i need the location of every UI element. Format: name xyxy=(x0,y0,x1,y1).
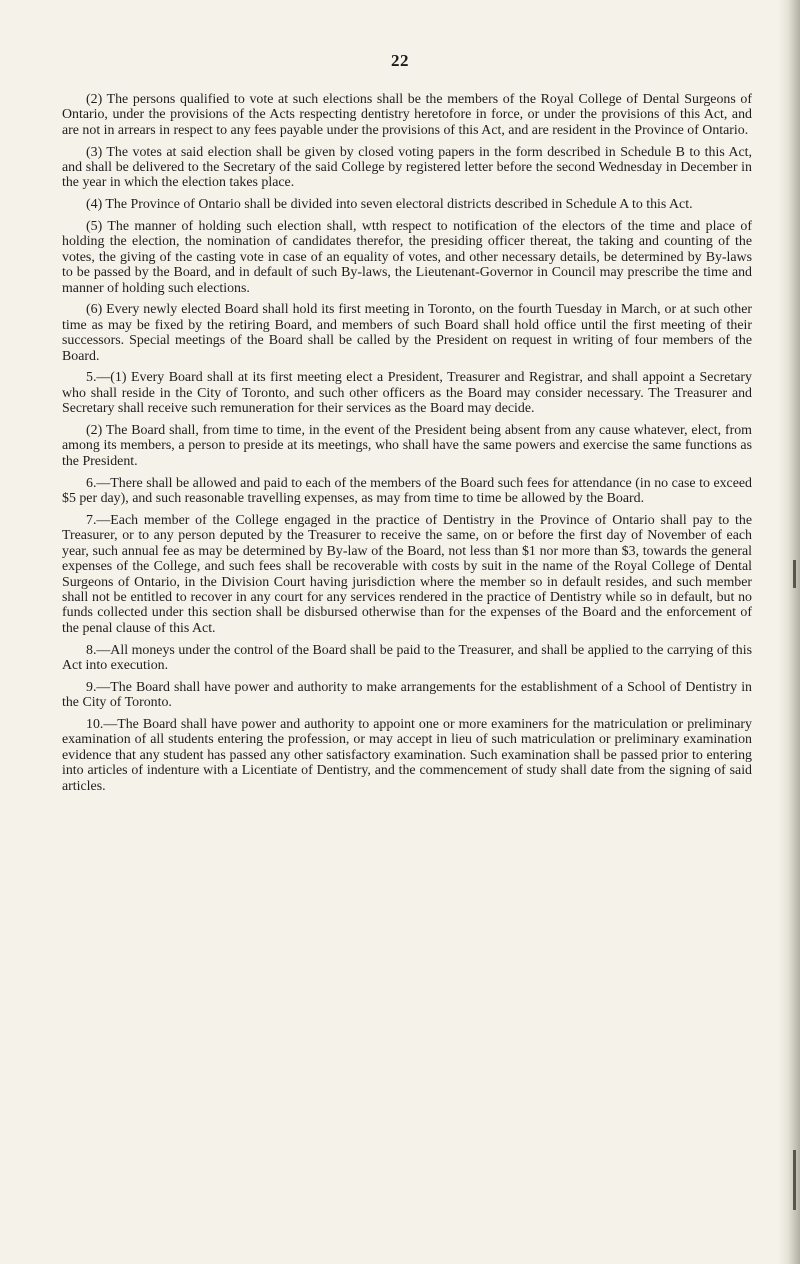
section-5-2-presiding-member: (2) The Board shall, from time to time, in the event of the President being absent from any cause whatever, elect, from among its members, a person to preside at its meetings, who shall have the same powers and exercise the same functions as the President. xyxy=(62,423,752,469)
edge-mark xyxy=(793,1150,796,1210)
section-9-school-of-dentistry: 9.—The Board shall have power and authority to make arrangements for the establishment of a School of Dentistry in the City of Toronto. xyxy=(62,679,752,711)
page-number: 22 xyxy=(391,51,409,70)
section-7-annual-fee: 7.—Each member of the College engaged in the practice of Dentistry in the Province of Ontario shall pay to the Treasurer, or to any person deputed by the Treasurer to receive the same, on or before the first day of November of each year, such annual fee as may be determined by By-law of the Board, not less than $1 nor more than $3, towards the general expenses of the College, and such fees shall be recoverable with costs by suit in the name of the Royal College of Dental Surgeons of Ontario, in the Division Court having jurisdiction where the member so in default resides, and such member shall not be entitled to recover in any court for any services rendered in the practice of Dentistry while so in default, but no funds collected under this section shall be disbursed otherwise than for the expenses of the Board and the enforcement of the penal clause of this Act. xyxy=(62,512,752,636)
page-edge-shadow xyxy=(778,0,800,1264)
section-8-moneys: 8.—All moneys under the control of the Board shall be paid to the Treasurer, and shall be applied to the carrying of this Act into execution. xyxy=(62,642,752,673)
edge-mark xyxy=(793,560,796,588)
paragraph-2-qualified-voters: (2) The persons qualified to vote at such elections shall be the members of the Royal College of Dental Surgeons of Ontario, under the provisions of the Acts respecting dentistry heretofore in force, or under the provisions of this Act, and are not in arrears in respect to any fees payable under the provisions of this Act, and are resident in the Province of Ontario. xyxy=(62,92,752,138)
paragraph-6-board-meetings: (6) Every newly elected Board shall hold its first meeting in Toronto, on the fourth Tuesday in March, or at such other time as may be fixed by the retiring Board, and members of such Board shall hold office until the first meeting of their successors. Special meetings of the Board shall be called by the President on request in writing of four members of the Board. xyxy=(62,302,752,364)
body-text xyxy=(62,92,752,800)
section-6-attendance-fees: 6.—There shall be allowed and paid to each of the members of the Board such fees for attendance (in no case to exceed $5 per day), and such reasonable travelling expenses, as may from time to time be allowed by the Board. xyxy=(62,475,752,507)
paragraph-5-election-manner: (5) The manner of holding such election shall, wtth respect to notification of the electors of the time and place of holding the election, the nomination of candidates therefor, the presiding officer thereat, the taking and counting of the votes, the giving of the casting vote in case of an equality of votes, and other necessary details, be determined by By-laws to be passed by the Board, and in default of such By-laws, the Lieutenant-Governor in Council may prescribe the time and manner of holding such elections. xyxy=(62,219,752,296)
section-5-1-officers: 5.—(1) Every Board shall at its first meeting elect a President, Treasurer and Registrar, and shall appoint a Secretary who shall reside in the City of Toronto, and such other officers as the Board may consider necessary. The Treasurer and Secretary shall receive such remuneration for their services as the Board may decide. xyxy=(62,370,752,417)
paragraph-4-electoral-districts: (4) The Province of Ontario shall be divided into seven electoral districts described in Schedule A to this Act. xyxy=(86,197,693,213)
section-10-examiners: 10.—The Board shall have power and authority to appoint one or more examiners for the matriculation or preliminary examination of all students entering the profession, or may accept in lieu of such matriculation or preliminary examination evidence that any student has passed any other satisfactory examination. Such examination shall be passed prior to entering into articles of indenture with a Licentiate of Dentistry, and the commencement of study shall date from the signing of said articles. xyxy=(62,716,752,794)
paragraph-3-voting-papers: (3) The votes at said election shall be given by closed voting papers in the form described in Schedule B to this Act, and shall be delivered to the Secretary of the said College by registered letter before the second Wednesday in December in the year in which the election takes place. xyxy=(62,144,752,191)
